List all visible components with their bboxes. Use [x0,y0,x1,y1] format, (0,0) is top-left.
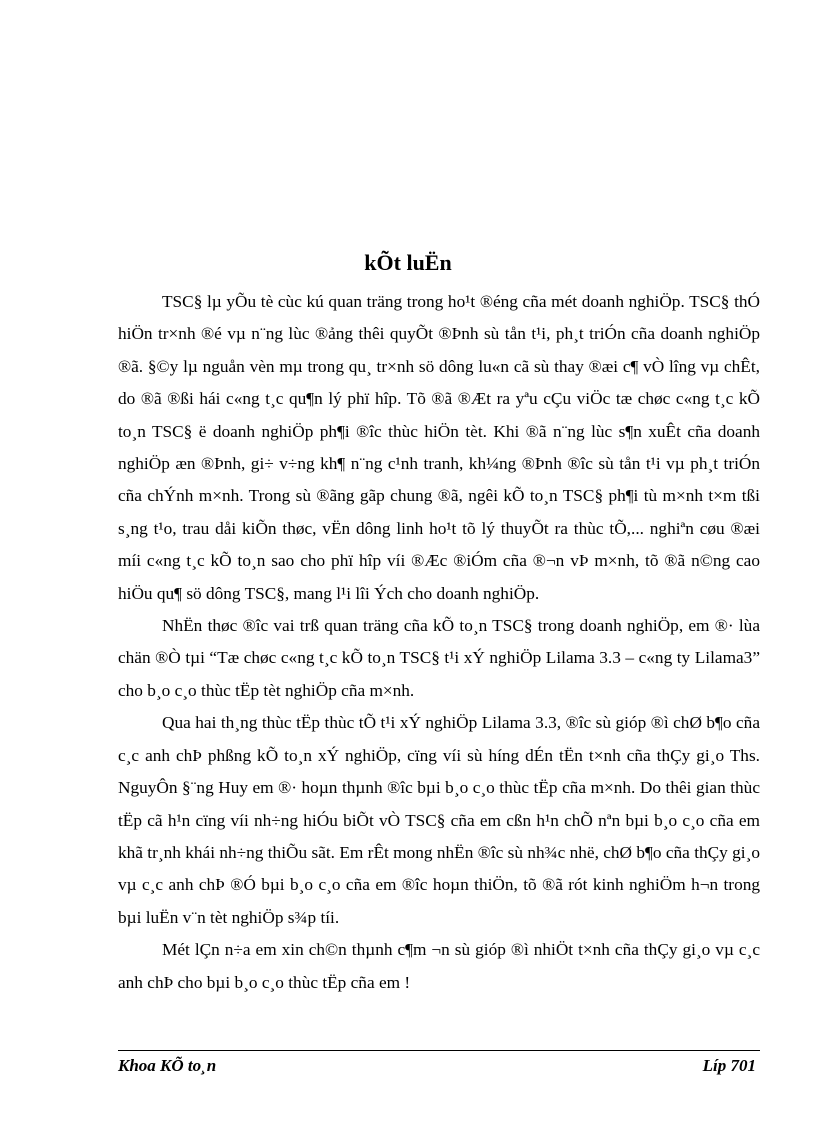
footer-divider [118,1050,760,1051]
paragraph-2: NhËn thøc ®îc vai trß quan träng cña kÕ to¸n TSC§ trong doanh nghiÖp, em ®· lùa chän ®Ò tµi “Tæ chøc c«ng t¸c kÕ to¸n TSC§ t¹i xÝ nghiÖp Lilama 3.3 – c«ng ty Lilama3” cho b¸o c¸o thùc tËp tèt nghiÖp cña m×nh. [118,616,760,700]
page-title: kÕt luËn [364,250,452,275]
footer-class: Líp 701 [702,1056,756,1075]
footer-department: Khoa KÕ to¸n [118,1056,217,1075]
paragraph-4: Mét lÇn n÷a em xin ch©n thµnh c¶m ¬n sù gióp ®ì nhiÖt t×nh cña thÇy gi¸o vµ c¸c anh chÞ cho bµi b¸o c¸o thùc tËp cña em ! [118,940,760,992]
document-body [118,286,760,999]
paragraph-3: Qua hai th¸ng thùc tËp thùc tÕ t¹i xÝ nghiÖp Lilama 3.3, ®îc sù gióp ®ì chØ b¶o cña c¸c anh chÞ phßng kÕ to¸n xÝ nghiÖp, cïng víi sù híng dÉn tËn t×nh cña thÇy gi¸o Ths. NguyÔn §¨ng Huy em ®· hoµn thµnh ®îc bµi b¸o c¸o thùc tËp cña m×nh. Do thêi gian thùc tËp cã h¹n cïng víi nh÷ng hiÓu biÕt vÒ TSC§ cña em cßn h¹n chÕ nªn bµi b¸o c¸o cña em khã tr¸nh khái nh÷ng thiÕu sãt. Em rÊt mong nhËn ®îc sù nh¾c nhë, chØ b¶o cña thÇy gi¸o vµ c¸c anh chÞ ®Ó bµi b¸o c¸o cña em ®îc hoµn thiÖn, tõ ®ã rót kinh nghiÖm h¬n trong bµi luËn v¨n tèt nghiÖp s¾p tíi. [118,713,760,927]
paragraph-1: TSC§ lµ yÕu tè cùc kú quan träng trong ho¹t ®éng cña mét doanh nghiÖp. TSC§ thÓ hiÖn tr×nh ®é vµ n¨ng lùc ®ảng thêi quyÕt ®Þnh sù tån t¹i, ph¸t triÓn cña doanh nghiÖp ®ã. §©y lµ nguån vèn mµ trong qu¸ tr×nh sö dông lu«n cã sù thay ®æi c¶ vÒ lîng vµ chÊt, do ®ã ®ßi hái c«ng t¸c qu¶n lý phï hîp. Tõ ®ã ®Æt ra yªu cÇu viÖc tæ chøc c«ng t¸c kÕ to¸n TSC§ ë doanh nghiÖp ph¶i ®îc thùc hiÖn tèt. Khi ®ã n¨ng lùc s¶n xuÊt cña doanh nghiÖp æn ®Þnh, gi÷ v÷ng kh¶ n¨ng c¹nh tranh, kh¼ng ®Þnh ®îc sù tån t¹i vµ ph¸t triÓn cña chÝnh m×nh. Trong sù ®ãng gãp chung ®ã, ngêi kÕ to¸n TSC§ ph¶i tù m×nh t×m tßi s¸ng t¹o, trau dåi kiÕn thøc, vËn dông linh ho¹t tõ lý thuyÕt ra thùc tÕ,... nghiªn cøu ®æi míi c«ng t¸c kÕ to¸n sao cho phï hîp víi ®Æc ®iÓm cña ®¬n vÞ m×nh, tõ ®ã n©ng cao hiÖu qu¶ sö dông TSC§, mang l¹i lîi Ých cho doanh nghiÖp. [118,292,760,603]
